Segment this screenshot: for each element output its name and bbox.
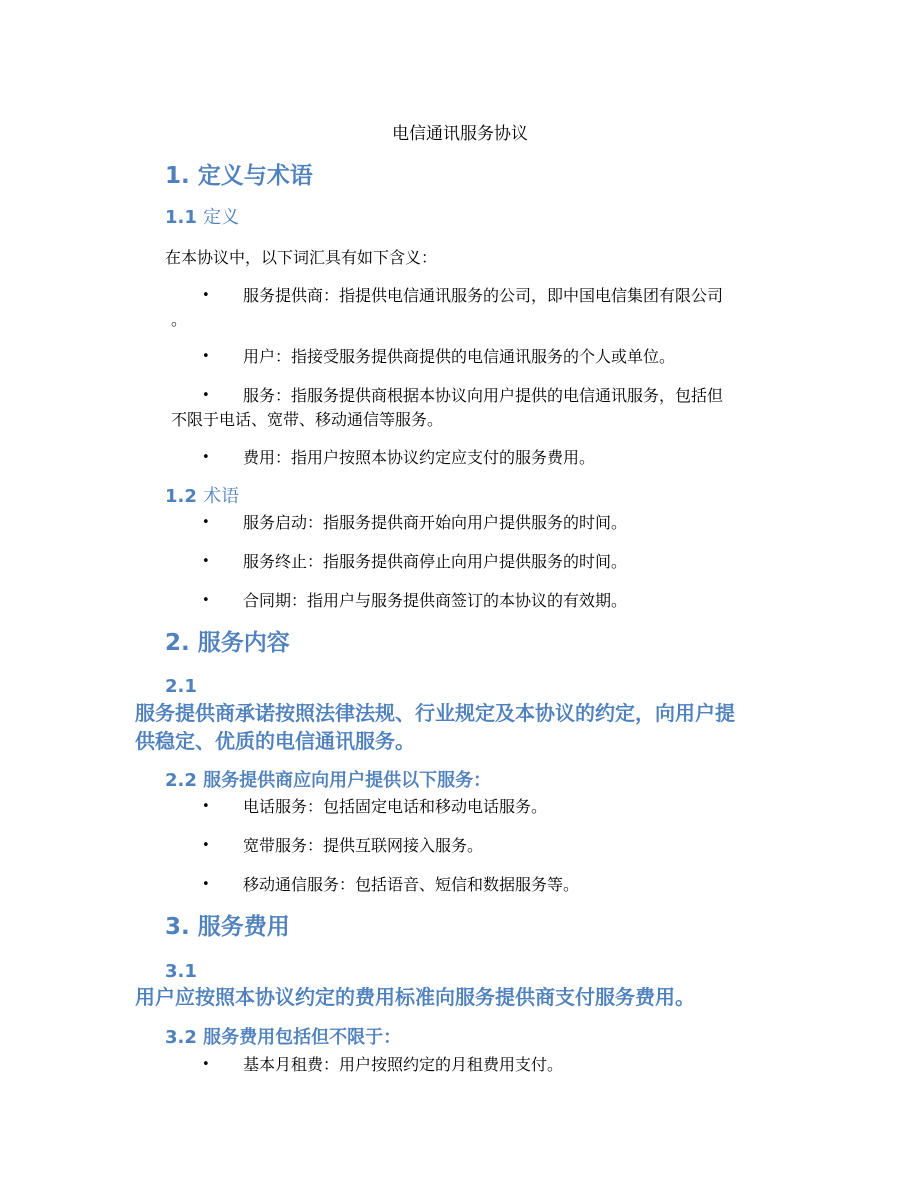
list-item xyxy=(165,873,790,897)
list-item xyxy=(165,511,790,535)
section-3-2-number: 3.2 xyxy=(165,1027,197,1048)
list-item-text: 服务：指服务提供商根据本协议向用户提供的电信通讯服务，包括但 xyxy=(243,386,724,405)
section-3-2-title: 服务费用包括但不限于： xyxy=(203,1027,402,1048)
section-2-1-text-line2: 供稳定、优质的电信通讯服务。 xyxy=(135,729,415,753)
list-item-text: 服务提供商：指提供电信通讯服务的公司，即中国电信集团有限公司 xyxy=(243,286,724,305)
list-item-text: 服务终止：指服务提供商停止向用户提供服务的时间。 xyxy=(243,552,628,571)
bullet-icon: • xyxy=(202,288,210,303)
list-item-text: 移动通信服务：包括语音、短信和数据服务等。 xyxy=(243,875,580,894)
document-title: 电信通讯服务协议 xyxy=(392,124,528,144)
bullet-icon: • xyxy=(202,349,210,364)
bullet-icon: • xyxy=(202,450,210,465)
list-item xyxy=(165,1053,790,1077)
list-item xyxy=(165,345,790,369)
list-item-text: 合同期：指用户与服务提供商签订的本协议的有效期。 xyxy=(243,591,628,610)
section-2-2-title: 服务提供商应向用户提供以下服务： xyxy=(203,770,492,791)
section-2-2-number: 2.2 xyxy=(165,770,197,791)
bullet-icon: • xyxy=(202,838,210,853)
list-item xyxy=(165,795,790,819)
list-item-text: 服务启动：指服务提供商开始向用户提供服务的时间。 xyxy=(243,513,628,532)
section-1-2-heading xyxy=(165,484,239,510)
list-item xyxy=(165,284,790,332)
list-item-text: 宽带服务：提供互联网接入服务。 xyxy=(243,836,484,855)
list-item-text: 基本月租费：用户按照约定的月租费用支付。 xyxy=(243,1055,564,1074)
bullet-icon: • xyxy=(202,554,210,569)
section-1-1-number: 1.1 xyxy=(165,207,197,228)
section-1-2-title: 术语 xyxy=(203,486,240,507)
bullet-icon: • xyxy=(202,1057,210,1072)
list-item xyxy=(165,384,790,432)
list-item-text-cont: 。 xyxy=(171,310,188,329)
list-item-text-cont: 不限于电话、宽带、移动通信等服务。 xyxy=(171,410,444,429)
list-item xyxy=(165,589,790,613)
list-item xyxy=(165,550,790,574)
section-1-2-number: 1.2 xyxy=(165,486,197,507)
list-item xyxy=(165,834,790,858)
section-2-1-text-line1: 服务提供商承诺按照法律法规、行业规定及本协议的约定，向用户提 xyxy=(135,701,735,725)
definitions-intro: 在本协议中，以下词汇具有如下含义： xyxy=(165,248,438,267)
section-3-heading: 3. 服务费用 xyxy=(165,914,290,940)
section-1-1-title: 定义 xyxy=(203,207,240,228)
list-item-text: 用户：指接受服务提供商提供的电信通讯服务的个人或单位。 xyxy=(243,347,676,366)
list-item xyxy=(165,446,790,470)
section-3-1-text-line1: 用户应按照本协议约定的费用标准向服务提供商支付服务费用。 xyxy=(135,985,695,1009)
bullet-icon: • xyxy=(202,515,210,530)
bullet-icon: • xyxy=(202,593,210,608)
section-2-2-heading xyxy=(165,768,491,794)
bullet-icon: • xyxy=(202,877,210,892)
bullet-icon: • xyxy=(202,799,210,814)
bullet-icon: • xyxy=(202,388,210,403)
section-1-1-heading xyxy=(165,205,239,231)
list-item-text: 费用：指用户按照本协议约定应支付的服务费用。 xyxy=(243,448,596,467)
section-2-1-number: 2.1 xyxy=(165,676,197,697)
section-3-1-number: 3.1 xyxy=(165,961,197,982)
section-2-heading: 2. 服务内容 xyxy=(165,630,290,656)
section-1-heading: 1. 定义与术语 xyxy=(165,163,313,189)
section-3-2-heading xyxy=(165,1025,401,1051)
list-item-text: 电话服务：包括固定电话和移动电话服务。 xyxy=(243,797,548,816)
